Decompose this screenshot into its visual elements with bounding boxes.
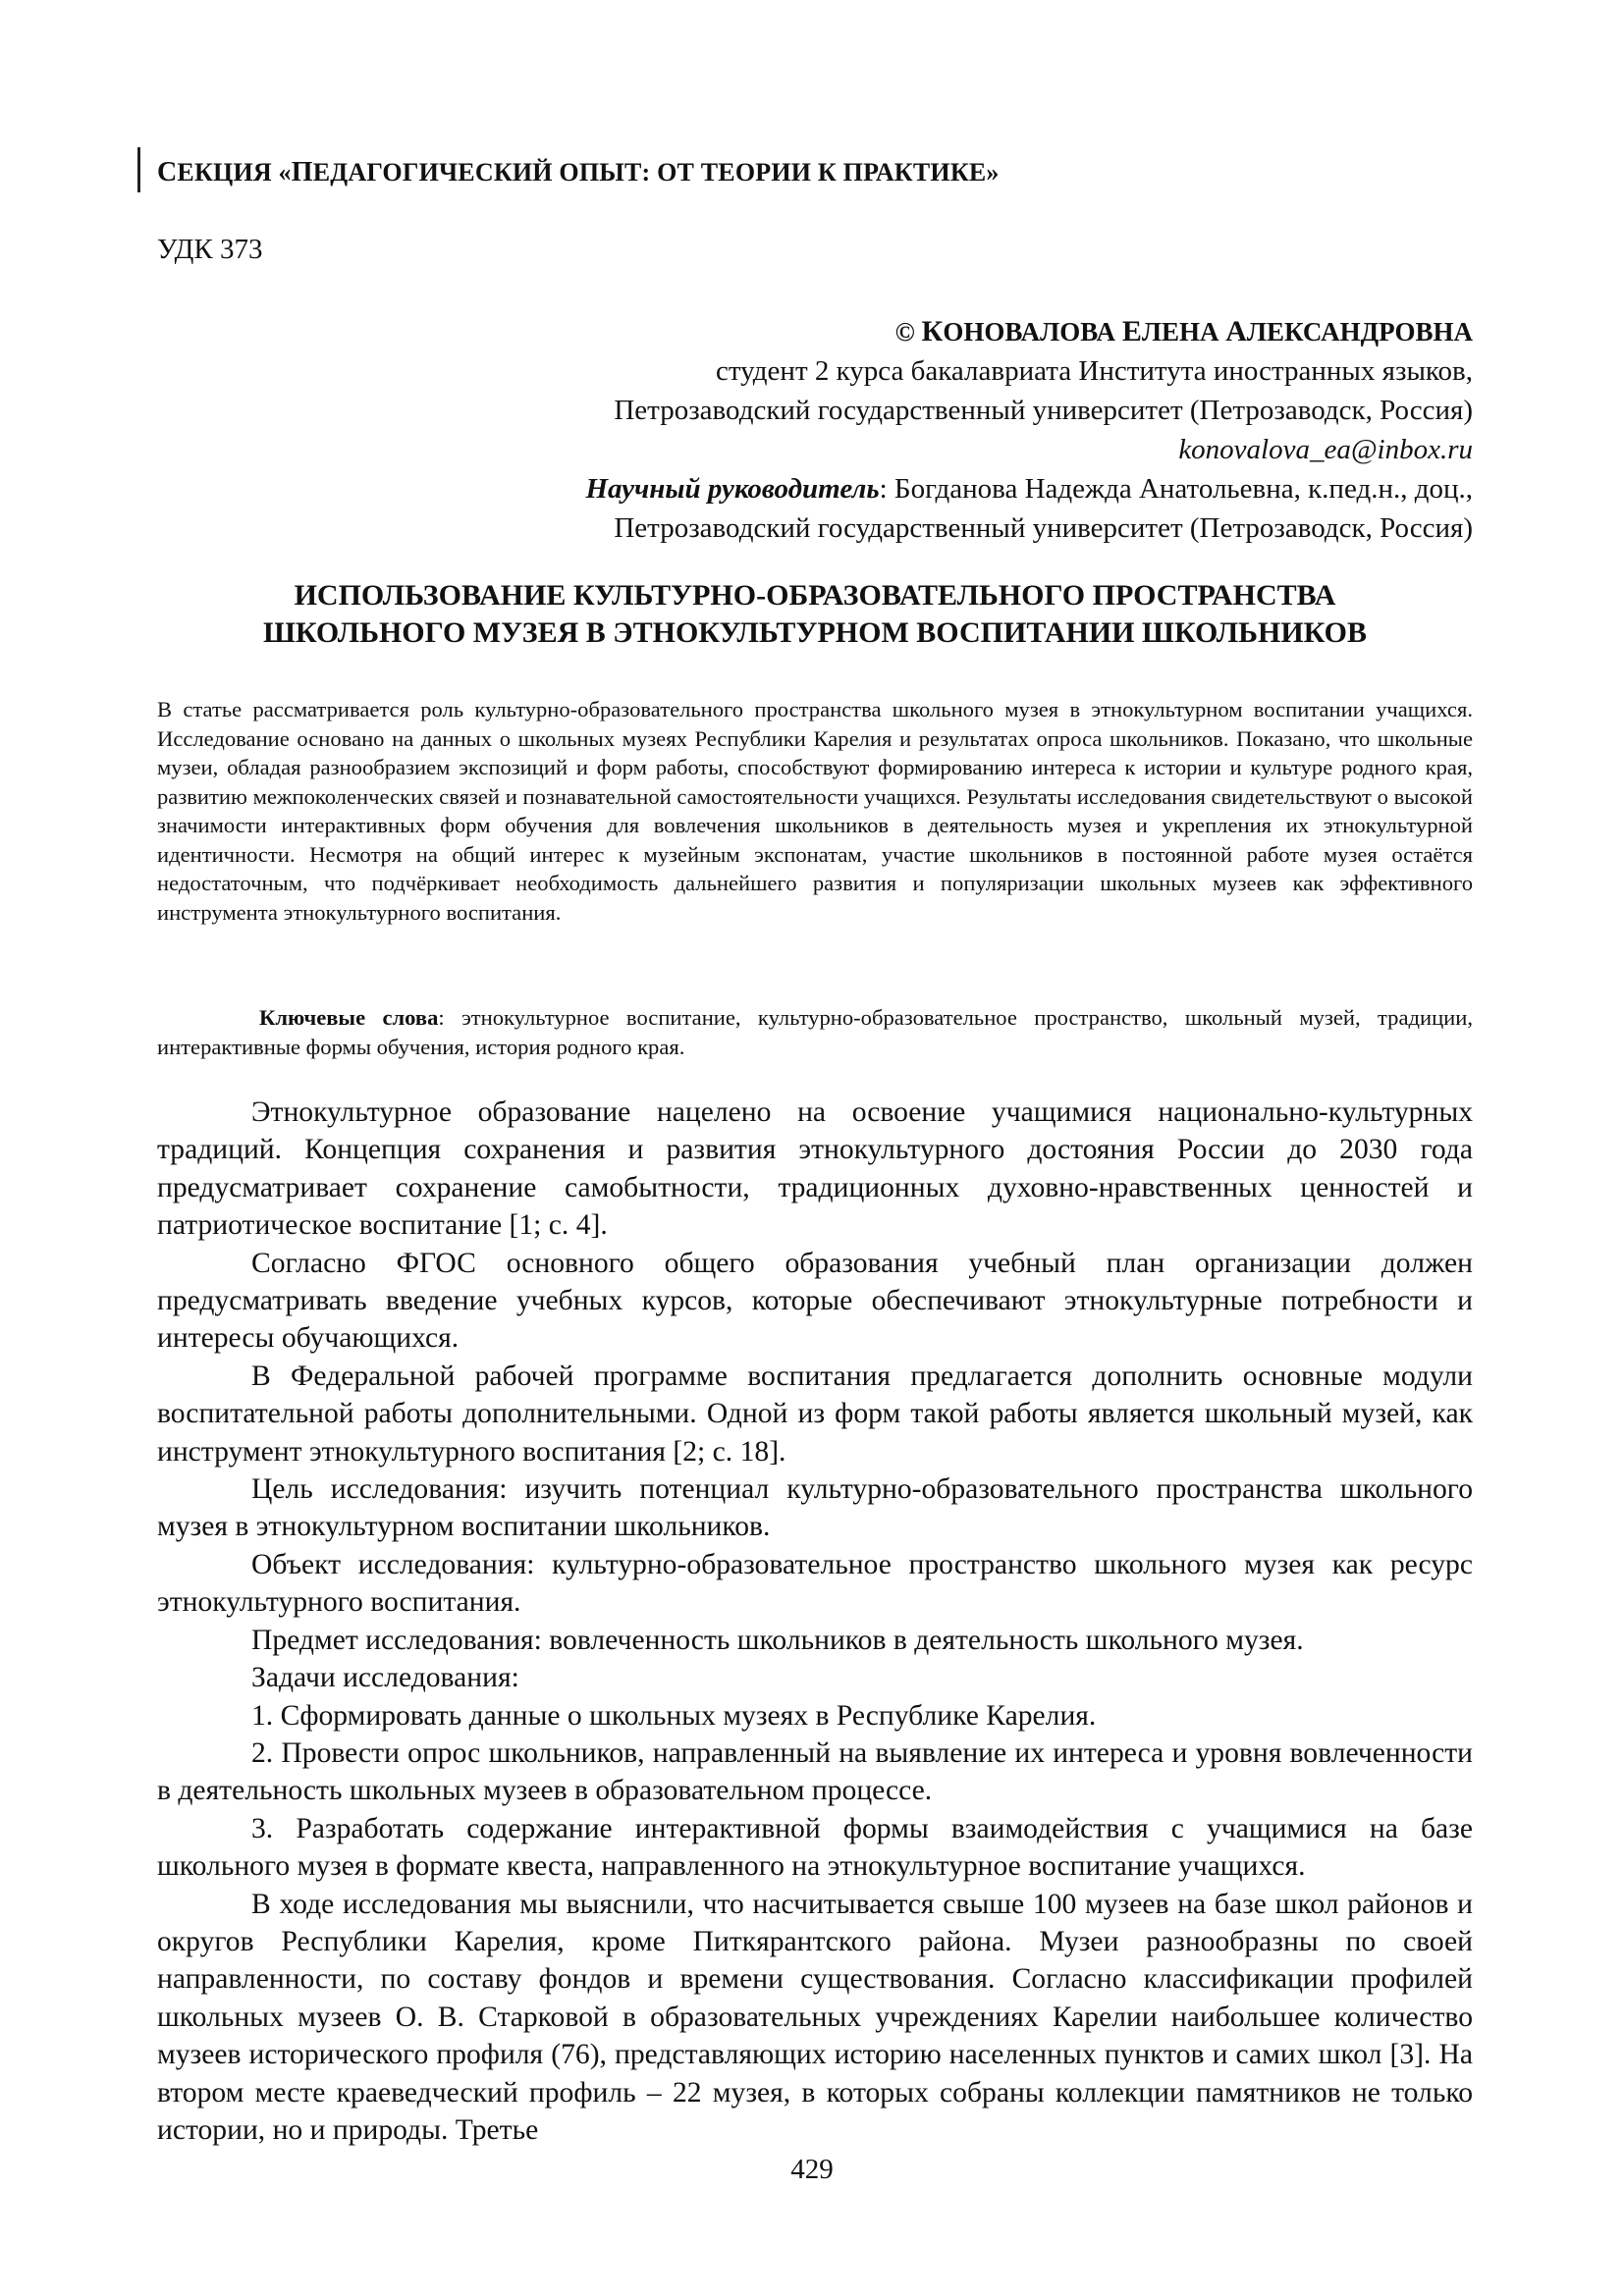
article-title — [157, 577, 1473, 652]
author-name-part: ОНОВАЛОВА — [943, 317, 1122, 347]
copyright-symbol: © — [894, 317, 922, 347]
author-name-part: ЛЕНА — [1141, 317, 1226, 347]
page-number: 429 — [790, 2154, 834, 2185]
article-body — [157, 1094, 1473, 2149]
body-paragraph: Предмет исследования: вовлеченность школьников в деятельность школьного музея. — [251, 1624, 1304, 1656]
supervisor-text: : Богданова Надежда Анатольевна, к.пед.н., доц., — [879, 473, 1473, 505]
supervisor-label: Научный руководитель — [585, 473, 880, 505]
body-paragraph: Согласно ФГОС основного общего образования учебный план организации должен предусматривать введение учебных курсов, которые обеспечивают этнокультурные потребности и интересы обучающихся. — [157, 1247, 1473, 1355]
author-name — [393, 312, 1473, 351]
author-block — [393, 312, 1473, 548]
abstract: В статье рассматривается роль культурно-образовательного пространства школьного музея в этнокультурном воспитании учащихся. Исследование основано на данных о школьных музеях Республики Карелия и результатах опроса школьников. Показано, что школьные музеи, обладая разнообразием экспозиций и форм работы, способствуют формированию интереса к истории и культуре родного края, развитию межпоколенческих связей и познавательной самостоятельности учащихся. Результаты исследования свидетельствуют о высокой значимости интерактивных форм обучения для вовлечения школьников в деятельность музея и укрепления их этнокультурной идентичности. Несмотря на общий интерес к музейным экспонатам, участие школьников в постоянной работе музея остаётся недостаточным, что подчёркивает необходимость дальнейшего развития и популяризации школьных музеев как эффективного инструмента этнокультурного воспитания. — [157, 697, 1473, 925]
author-university: Петрозаводский государственный университет (Петрозаводск, Россия) — [614, 395, 1473, 426]
keywords-label: Ключевые слова — [259, 1005, 439, 1030]
body-paragraph: Этнокультурное образование нацелено на освоение учащимися национально-культурных традиций. Концепция сохранения и развития этнокультурного достояния России до 2030 года предусматривает сохранение самобытности, традиционных духовно-нравственных ценностей и патриотическое воспитание [1; с. 4]. — [157, 1096, 1473, 1242]
body-paragraph: 1. Сформировать данные о школьных музеях в Республике Карелия. — [251, 1699, 1097, 1732]
section-marker-bar — [137, 147, 140, 192]
author-email-text: konovalova_ea@inbox.ru — [1178, 434, 1473, 465]
article-title-line: ШКОЛЬНОГО МУЗЕЯ В ЭТНОКУЛЬТУРНОМ ВОСПИТАНИИ ШКОЛЬНИКОВ — [262, 616, 1368, 649]
body-paragraph: Цель исследования: изучить потенциал культурно-образовательного пространства школьного музея в этнокультурном воспитании школьников. — [157, 1473, 1473, 1543]
section-heading — [157, 157, 1000, 188]
author-name-cap: А — [1225, 315, 1247, 347]
author-affiliation-line: студент 2 курса бакалавриата Института иностранных языков, — [715, 355, 1473, 387]
body-paragraph: 3. Разработать содержание интерактивной формы взаимодействия с учащимися на базе школьного музея в формате квеста, направленного на этнокультурное воспитание учащихся. — [157, 1812, 1473, 1883]
supervisor-line — [393, 469, 1473, 508]
body-paragraph: Объект исследования: культурно-образовательное пространство школьного музея как ресурс этнокультурного воспитания. — [157, 1548, 1473, 1619]
body-paragraph: Задачи исследования: — [251, 1662, 519, 1694]
article-title-line: ИСПОЛЬЗОВАНИЕ КУЛЬТУРНО-ОБРАЗОВАТЕЛЬНОГО ПРОСТРАНСТВА — [294, 579, 1336, 612]
keywords — [157, 1003, 1473, 1061]
body-paragraph: 2. Провести опрос школьников, направленный на выявление их интереса и уровня вовлеченности в деятельность школьных музеев в образовательном процессе. — [157, 1736, 1473, 1807]
section-heading-text: ЕКЦИЯ « — [177, 158, 292, 187]
body-paragraph: В ходе исследования мы выяснили, что насчитывается свыше 100 музеев на базе школ районов и округов Республики Карелия, кроме Питкярантского района. Музеи разнообразны по своей направленности, по составу фондов и времени существования. Согласно классификации профилей школьных музеев О. В. Старковой в образовательных учреждениях Карелии наибольшее количество музеев исторического профиля (76), представляющих историю населенных пунктов и самих школ [3]. На втором месте краеведческий профиль – 22 музея, в которых собраны коллекции памятников не только истории, но и природы. Третье — [157, 1888, 1473, 2146]
section-heading-cap: П — [291, 157, 313, 187]
author-name-part: ЛЕКСАНДРОВНА — [1246, 317, 1473, 347]
section-heading-cap: С — [157, 157, 178, 187]
author-email — [393, 430, 1473, 469]
udk-code: УДК 373 — [157, 234, 263, 265]
keywords-text: : этнокультурное воспитание, культурно-образовательное пространство, школьный музей, традиции, интерактивные формы обучения, история родного края. — [157, 1005, 1473, 1059]
author-name-cap: Е — [1121, 315, 1142, 347]
author-name-cap: К — [921, 315, 944, 347]
body-paragraph: В Федеральной рабочей программе воспитания предлагается дополнить основные модули воспитательной работы дополнительными. Одной из форм такой работы является школьный музей, как инструмент этнокультурного воспитания [2; с. 18]. — [157, 1360, 1473, 1468]
supervisor-university: Петрозаводский государственный университет (Петрозаводск, Россия) — [614, 512, 1473, 544]
section-heading-text: ЕДАГОГИЧЕСКИЙ ОПЫТ: ОТ ТЕОРИИ К ПРАКТИКЕ» — [312, 158, 1000, 187]
